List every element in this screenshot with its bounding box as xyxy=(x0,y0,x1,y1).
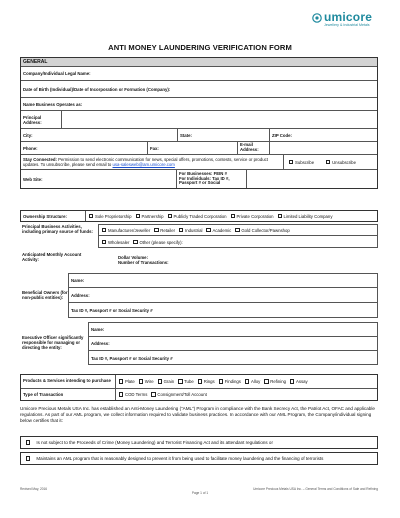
tax-id-label: For Individuals: Tax ID #, xyxy=(179,175,230,181)
product-checkbox[interactable] xyxy=(139,379,143,383)
officer-tax-id-field[interactable] xyxy=(89,351,377,365)
ownership-checkbox[interactable] xyxy=(168,214,172,218)
fein-label: For Businesses: FEIN # xyxy=(179,171,227,177)
dollar-volume-label: Dollar Volume: xyxy=(118,255,149,260)
tax-id-label-cell xyxy=(176,170,246,188)
product-option-label: Alloy xyxy=(250,379,261,384)
fax-field[interactable] xyxy=(147,142,237,154)
ownership-option[interactable] xyxy=(275,214,333,219)
certification-text: Maintains an AML program that is reasonably designed to prevent it from being used to facilitate money laundering and the financing of terrorists xyxy=(36,456,324,461)
unsubscribe-checkbox[interactable] xyxy=(326,160,330,164)
stay-connected-text xyxy=(21,155,283,169)
ownership-checkbox[interactable] xyxy=(136,214,140,218)
product-option-label: Assay xyxy=(296,379,308,384)
owner-name-field[interactable] xyxy=(69,274,377,288)
products-options xyxy=(115,375,377,388)
logo-tagline: Jewellery & Industrial Metals xyxy=(324,23,370,27)
product-checkbox[interactable] xyxy=(245,379,249,383)
unsubscribe-label: Unsubscribe xyxy=(332,159,356,165)
monthly-activity-label: Anticipated Monthly Account Activity: xyxy=(22,252,82,262)
beneficial-owners-fields xyxy=(68,273,378,318)
footer-revision: Revised May, 2016 xyxy=(20,487,48,491)
product-checkbox[interactable] xyxy=(264,379,268,383)
principal-address-field[interactable] xyxy=(61,111,377,128)
ownership-option[interactable] xyxy=(86,214,132,219)
phone-field[interactable] xyxy=(21,142,147,154)
subscription-options xyxy=(283,155,377,169)
subscribe-label: Subscribe xyxy=(294,159,315,165)
zip-label: ZIP Code: xyxy=(272,132,292,138)
product-checkbox[interactable] xyxy=(198,379,202,383)
activity-option[interactable] xyxy=(203,228,231,233)
product-option[interactable] xyxy=(287,379,308,384)
owner-address-field[interactable] xyxy=(69,288,377,303)
web-site-field[interactable] xyxy=(21,170,176,188)
activity-checkbox[interactable] xyxy=(179,228,183,232)
activities-section xyxy=(20,224,378,248)
logo-mark-icon xyxy=(312,13,322,23)
ownership-checkbox[interactable] xyxy=(231,214,235,218)
products-section xyxy=(20,374,378,401)
subscribe-option[interactable] xyxy=(286,160,314,165)
ownership-option-label: Limited Liability Company xyxy=(283,213,333,219)
stay-connected-description: Permission to send electronic communication for news, special offers, promotions, contests, service or product updates. To unsubscribe, please send email to xyxy=(23,157,268,167)
fax-label: Fax: xyxy=(150,145,159,151)
footer-page-number: Page 1 of 1 xyxy=(191,491,209,495)
phone-label: Phone: xyxy=(23,145,38,151)
product-option-label: Findings xyxy=(224,379,241,384)
product-checkbox[interactable] xyxy=(290,379,294,383)
activity-option-label: Academic xyxy=(212,227,232,233)
product-checkbox[interactable] xyxy=(219,379,223,383)
executive-officer-section xyxy=(20,322,378,365)
officer-name-label: Name: xyxy=(91,327,105,332)
product-option[interactable] xyxy=(195,379,215,384)
footer-terms: Umicore Precious Metals USA Inc. – General Terms and Conditions of Sale and Refining xyxy=(253,487,378,491)
ownership-option[interactable] xyxy=(228,214,274,219)
ownership-label: Ownership Structure: xyxy=(23,213,67,219)
stay-connected-label: Stay Connected: xyxy=(23,157,57,162)
owner-address-label: Address: xyxy=(71,292,90,298)
executive-officer-fields xyxy=(88,322,378,365)
product-option-label: Wire xyxy=(144,379,154,384)
aml-paragraph: Umicore Precious Metals USA Inc. has established an Anti-Money Laundering (“AML”) Program in compliance with the Bank Secrecy Act, the Patriot Act, OFAC and applicable regulations. As part of our AML program, we collect information required to validate business practices. In accordance with our AML Program, the Company/individual signing below certifies that it: xyxy=(20,406,375,424)
activity-checkbox[interactable] xyxy=(102,228,106,232)
product-option-label: Rings xyxy=(203,379,215,384)
city-field[interactable] xyxy=(21,129,177,141)
transaction-option-label: Consignment/Toll Account xyxy=(157,392,207,397)
transaction-option[interactable] xyxy=(116,392,147,397)
activity-checkbox[interactable] xyxy=(235,228,239,232)
ownership-option[interactable] xyxy=(133,214,164,219)
section-header-general: GENERAL xyxy=(21,58,377,66)
tax-id-field[interactable] xyxy=(246,170,377,188)
activity-checkbox[interactable] xyxy=(102,240,106,244)
officer-tax-id-label: Tax ID #, Passport # or Social Security # xyxy=(91,355,173,361)
ownership-option-label: Publicly Traded Corporation xyxy=(173,213,227,219)
owner-tax-id-field[interactable] xyxy=(69,303,377,318)
state-field[interactable] xyxy=(177,129,269,141)
product-checkbox[interactable] xyxy=(178,379,182,383)
product-option[interactable] xyxy=(242,379,260,384)
activity-option-label: Other (please specify): xyxy=(139,239,183,245)
activity-option[interactable] xyxy=(232,228,289,233)
business-name-label: Name Business Operates as: xyxy=(23,101,83,107)
officer-address-field[interactable] xyxy=(89,337,377,351)
form-title: ANTI MONEY LAUNDERING VERIFICATION FORM xyxy=(108,43,292,52)
product-option-label: Tube xyxy=(184,379,194,384)
monthly-activity-section xyxy=(20,251,378,269)
activities-label: Principal Business Activities, including primary source of funds: xyxy=(22,224,93,234)
logo-wordmark: umicore xyxy=(324,10,373,24)
email-field[interactable] xyxy=(269,142,377,154)
dob-label: Date of Birth (Individual)/Date of Incorporation or Formation (Company): xyxy=(23,86,171,92)
umicore-logo xyxy=(312,8,386,30)
activity-checkbox[interactable] xyxy=(206,228,210,232)
certification-text: Is not subject to the Proceeds of Crime (Money Laundering) and Terrorist Financing Act and its attendant regulations or xyxy=(36,440,273,445)
officer-address-label: Address: xyxy=(91,341,110,346)
transaction-type-label: Type of Transaction xyxy=(23,392,64,397)
general-section xyxy=(20,57,378,189)
activity-option-label: Gold Collector/Pawnshop xyxy=(241,227,290,233)
business-name-field[interactable] xyxy=(21,98,377,110)
ownership-option-label: Partnership xyxy=(141,213,164,219)
activity-option[interactable] xyxy=(99,240,129,245)
ownership-section xyxy=(20,210,378,222)
officer-name-field[interactable] xyxy=(89,323,377,337)
ownership-checkbox[interactable] xyxy=(89,214,93,218)
monthly-activity-fields xyxy=(98,251,378,269)
products-label: Products & Services intending to purchase xyxy=(23,378,111,384)
activity-option[interactable] xyxy=(151,228,175,233)
activities-options xyxy=(98,224,378,248)
activity-option-label: Retailer xyxy=(160,227,176,233)
ownership-options xyxy=(85,211,377,221)
transactions-label: Number of Transactions: xyxy=(118,260,169,265)
product-checkbox[interactable] xyxy=(119,379,123,383)
activity-checkbox[interactable] xyxy=(133,240,137,244)
city-label: City: xyxy=(23,132,33,138)
activity-option-label: Manufacturer/Jeweller xyxy=(107,227,151,233)
ownership-option-label: Sole Proprietorship xyxy=(94,213,132,219)
dob-field[interactable] xyxy=(21,81,377,97)
product-checkbox[interactable] xyxy=(158,379,162,383)
activity-option-label: Industrial xyxy=(185,227,203,233)
activity-option-label: Wholesaler xyxy=(107,239,130,245)
executive-officer-label: Executive Officer significantly responsible for managing or directing the entity: xyxy=(22,335,84,350)
certification-statement[interactable] xyxy=(20,452,378,465)
activity-option[interactable] xyxy=(99,228,150,233)
product-option-label: Plate xyxy=(124,379,135,384)
transaction-option[interactable] xyxy=(148,392,206,397)
ownership-option[interactable] xyxy=(165,214,227,219)
ownership-option-label: Private Corporation xyxy=(236,213,274,219)
principal-address-label: Principal Address: xyxy=(23,114,42,125)
activity-option[interactable] xyxy=(176,228,202,233)
web-site-label: Web Site: xyxy=(23,176,43,182)
transaction-checkbox[interactable] xyxy=(151,392,155,396)
product-option[interactable] xyxy=(116,379,135,384)
state-label: State: xyxy=(180,132,192,138)
activity-option[interactable] xyxy=(130,240,182,245)
certification-checkbox[interactable] xyxy=(26,456,30,460)
transaction-type-options xyxy=(115,389,377,400)
owner-tax-id-label: Tax ID #, Passport # or Social Security # xyxy=(71,308,153,313)
ownership-checkbox[interactable] xyxy=(278,214,282,218)
transaction-checkbox[interactable] xyxy=(119,392,123,396)
unsubscribe-email-link[interactable]: usa-salesweb@am.umicore.com xyxy=(112,162,175,167)
owner-name-label: Name: xyxy=(71,278,85,283)
activity-checkbox[interactable] xyxy=(154,228,158,232)
passport-label: Passport # or Social xyxy=(179,180,221,186)
product-option[interactable] xyxy=(155,379,175,384)
product-option-label: Grain xyxy=(163,379,175,384)
certification-checkbox[interactable] xyxy=(26,440,30,444)
product-option[interactable] xyxy=(261,379,286,384)
certification-statement[interactable] xyxy=(20,436,378,449)
subscribe-checkbox[interactable] xyxy=(289,160,293,164)
zip-field[interactable] xyxy=(269,129,377,141)
product-option[interactable] xyxy=(175,379,194,384)
legal-name-field[interactable] xyxy=(21,67,377,80)
legal-name-label: Company/Individual Legal Name: xyxy=(23,71,91,76)
unsubscribe-option[interactable] xyxy=(323,160,356,165)
product-option[interactable] xyxy=(136,379,154,384)
email-label: E-mail Address: xyxy=(237,142,269,154)
product-option[interactable] xyxy=(216,379,241,384)
beneficial-owners-section xyxy=(20,273,378,318)
transaction-option-label: COD Terms xyxy=(124,392,148,397)
beneficial-owners-label: Beneficial Owners (for non-public entities): xyxy=(22,289,68,300)
product-option-label: Refining xyxy=(270,379,287,384)
